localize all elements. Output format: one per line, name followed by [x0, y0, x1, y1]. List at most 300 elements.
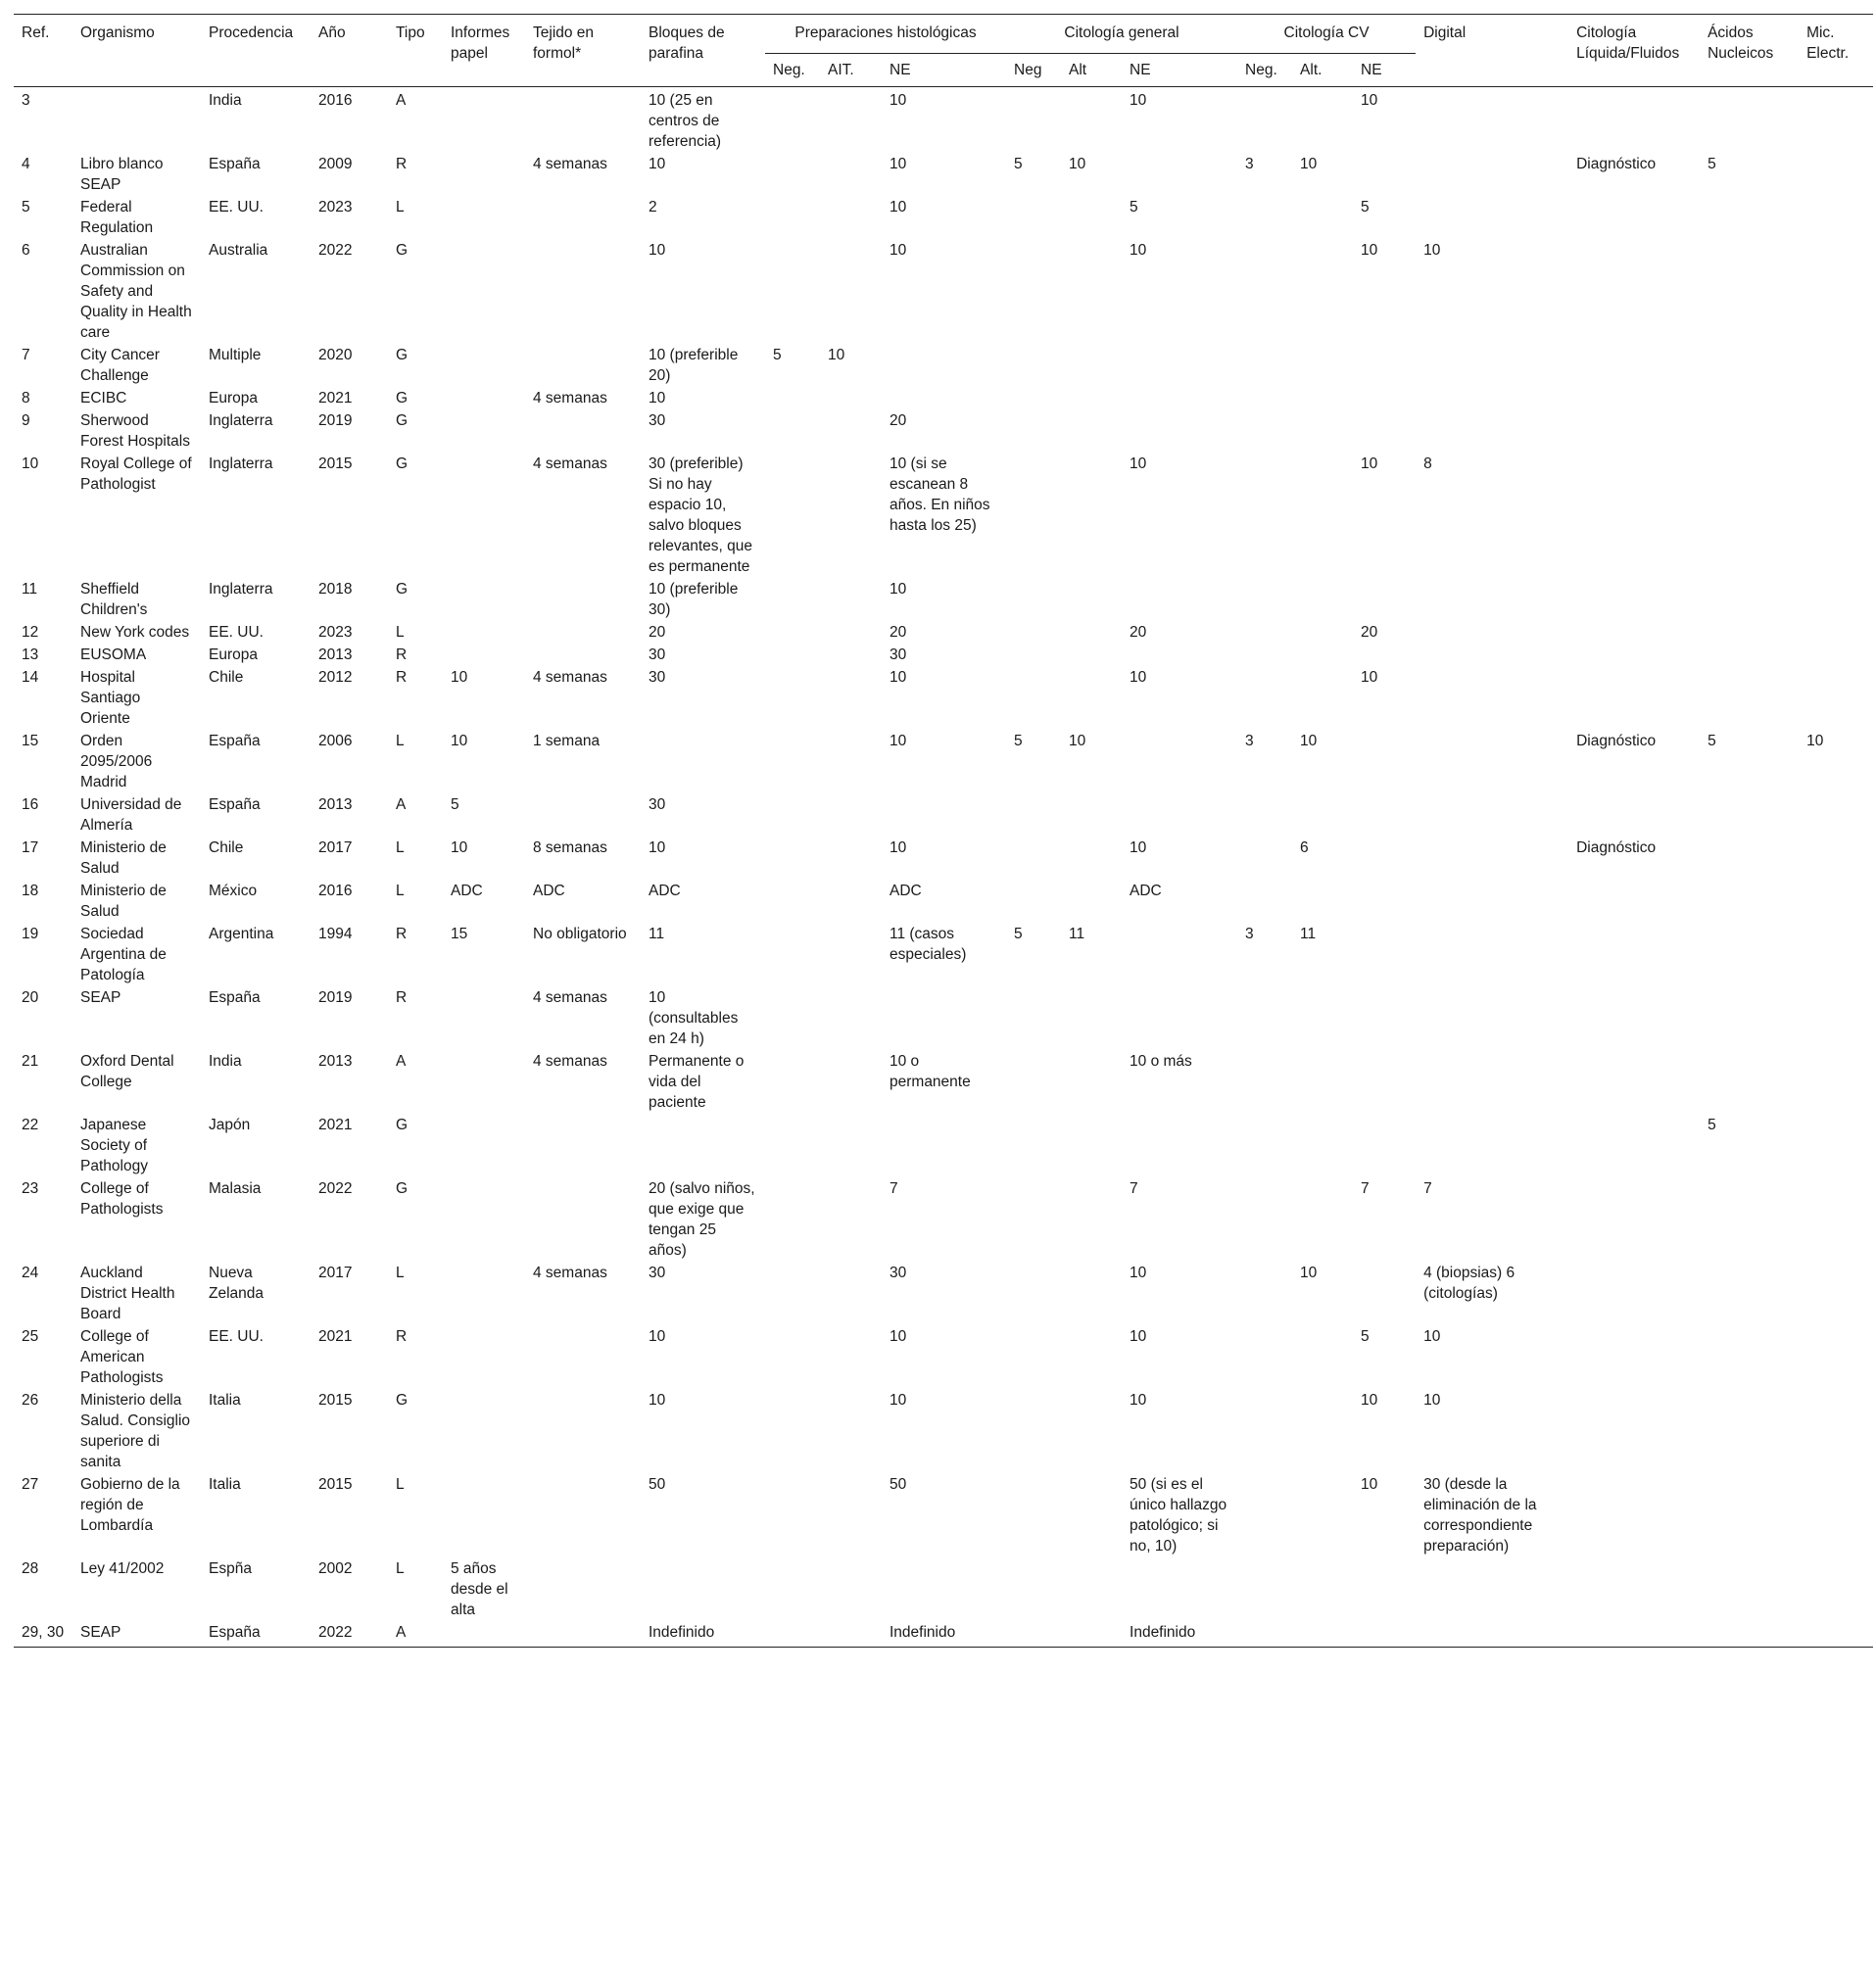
table-cell: Orden 2095/2006 Madrid: [80, 733, 153, 790]
table-cell: [525, 793, 641, 837]
table-cell: Ministerio de Salud: [80, 883, 167, 920]
table-cell: [1122, 923, 1237, 986]
table-cell: [765, 666, 820, 730]
table-cell: [1700, 1621, 1799, 1648]
table-row: [14, 453, 1873, 578]
table-cell: 10: [649, 1328, 666, 1345]
table-cell: [1700, 1389, 1799, 1473]
table-cell: [1237, 793, 1292, 837]
table-cell: [1416, 387, 1568, 409]
table-cell: 4 semanas: [533, 1265, 607, 1281]
table-cell: India: [209, 1053, 242, 1070]
table-cell: [641, 1114, 765, 1177]
table-cell: G: [396, 390, 409, 407]
table-cell: [820, 644, 882, 666]
table-cell: [1237, 1473, 1292, 1557]
table-cell: [1416, 666, 1568, 730]
table-cell: [1006, 793, 1061, 837]
retention-table: [14, 14, 1873, 1648]
table-row: [14, 196, 1873, 239]
table-cell: 2: [649, 199, 657, 215]
table-cell: [1568, 880, 1700, 923]
table-cell: [1700, 1473, 1799, 1557]
header-bloques-parafina: Bloques de parafina: [641, 15, 765, 87]
table-cell: [1237, 880, 1292, 923]
table-row: [14, 644, 1873, 666]
table-cell: [1700, 387, 1799, 409]
table-cell: [765, 621, 820, 644]
table-cell: [1006, 1621, 1061, 1648]
table-cell: [1237, 578, 1292, 621]
table-cell: G: [396, 1392, 409, 1409]
table-cell: [1568, 578, 1700, 621]
header-digital: Digital: [1416, 15, 1568, 87]
table-cell: EE. UU.: [209, 199, 264, 215]
table-cell: 5: [1708, 733, 1716, 749]
table-cell: [1237, 666, 1292, 730]
table-cell: 4 semanas: [533, 989, 607, 1006]
table-cell: 10: [890, 669, 907, 686]
table-cell: Inglaterra: [209, 581, 273, 598]
table-cell: Indefinido: [882, 1621, 1006, 1648]
table-cell: [1353, 1050, 1416, 1114]
table-cell: 10: [451, 733, 468, 749]
table-row: [14, 1473, 1873, 1557]
table-cell: G: [396, 455, 409, 472]
table-cell: [1292, 1621, 1353, 1648]
table-cell: [1122, 730, 1237, 793]
table-cell: 19: [22, 926, 39, 942]
table-cell: 50: [890, 1476, 907, 1493]
table-cell: [765, 1473, 820, 1557]
table-cell: ECIBC: [80, 390, 127, 407]
table-cell: [1292, 196, 1353, 239]
table-cell: 10: [1423, 242, 1441, 259]
table-cell: [1416, 793, 1568, 837]
table-cell: [1568, 196, 1700, 239]
table-cell: Oxford Dental College: [80, 1053, 174, 1090]
table-cell: [443, 1050, 525, 1114]
table-cell: 14: [22, 669, 39, 686]
table-cell: [1292, 1177, 1353, 1262]
table-cell: New York codes: [80, 624, 190, 641]
header-citologia-general: Citología general: [1006, 15, 1237, 54]
table-cell: 10 (preferible 20): [649, 347, 739, 384]
table-cell: 10: [22, 455, 39, 472]
table-cell: [1700, 1557, 1799, 1621]
subheader-cg-alt: Alt: [1061, 54, 1122, 87]
table-cell: 5: [1014, 926, 1023, 942]
table-cell: [1237, 1114, 1292, 1177]
table-cell: [1416, 923, 1568, 986]
table-cell: Multiple: [209, 347, 262, 363]
table-cell: [1416, 986, 1568, 1050]
table-cell: 3: [1245, 733, 1254, 749]
table-cell: [1416, 621, 1568, 644]
table-cell: 16: [22, 796, 39, 813]
table-cell: 12: [22, 624, 39, 641]
table-cell: [1700, 793, 1799, 837]
table-cell: 10: [1130, 1265, 1147, 1281]
table-row: [14, 1557, 1873, 1621]
table-cell: [443, 1114, 525, 1177]
table-cell: [820, 986, 882, 1050]
table-cell: [820, 87, 882, 154]
table-cell: 3: [1245, 156, 1254, 172]
table-cell: 30: [890, 646, 907, 663]
table-row: [14, 837, 1873, 880]
table-cell: 5: [22, 199, 30, 215]
table-cell: Gobierno de la región de Lombardía: [80, 1476, 180, 1534]
table-cell: [1353, 153, 1416, 196]
table-cell: [820, 1389, 882, 1473]
table-cell: 7: [1423, 1180, 1432, 1197]
table-cell: 2016: [318, 883, 353, 899]
table-cell: 2021: [318, 1328, 353, 1345]
table-cell: [1353, 880, 1416, 923]
table-cell: [820, 1114, 882, 1177]
table-cell: 11: [1300, 926, 1317, 942]
table-cell: Royal College of Pathologist: [80, 455, 192, 493]
table-cell: [525, 87, 641, 154]
table-cell: [1700, 986, 1799, 1050]
table-cell: España: [209, 156, 261, 172]
table-cell: [1799, 1621, 1873, 1648]
table-cell: [1353, 387, 1416, 409]
table-cell: 10: [890, 92, 907, 109]
table-cell: 28: [22, 1560, 39, 1577]
table-cell: ADC: [1130, 883, 1162, 899]
table-cell: [525, 644, 641, 666]
table-cell: [1799, 409, 1873, 453]
table-cell: 2015: [318, 1392, 353, 1409]
table-cell: 2022: [318, 242, 353, 259]
table-cell: [820, 1557, 882, 1621]
table-cell: 10: [890, 581, 907, 598]
subheader-cg-ne: NE: [1122, 54, 1237, 87]
table-cell: [525, 1557, 641, 1621]
table-cell: 2019: [318, 412, 353, 429]
table-cell: Malasia: [209, 1180, 262, 1197]
table-cell: [1237, 1621, 1292, 1648]
table-cell: [1061, 1050, 1122, 1114]
table-cell: [1237, 644, 1292, 666]
table-cell: [1061, 1114, 1122, 1177]
table-cell: SEAP: [72, 1621, 201, 1648]
table-cell: [1416, 153, 1568, 196]
table-cell: [1353, 986, 1416, 1050]
table-cell: [1061, 1389, 1122, 1473]
table-cell: A: [388, 1621, 443, 1648]
table-cell: [1568, 87, 1700, 154]
table-cell: [1700, 837, 1799, 880]
table-cell: 4 semanas: [533, 1053, 607, 1070]
table-cell: [1799, 1050, 1873, 1114]
table-cell: 4 semanas: [533, 669, 607, 686]
table-cell: Japón: [209, 1117, 251, 1133]
table-cell: [1568, 923, 1700, 986]
table-cell: [1799, 923, 1873, 986]
table-cell: [882, 387, 1006, 409]
table-cell: [1799, 793, 1873, 837]
table-cell: España: [209, 989, 261, 1006]
table-cell: 1 semana: [533, 733, 601, 749]
table-row: [14, 1050, 1873, 1114]
table-cell: A: [396, 92, 407, 109]
table-cell: 15: [451, 926, 468, 942]
table-cell: [443, 409, 525, 453]
table-row: [14, 387, 1873, 409]
table-row: [14, 578, 1873, 621]
table-cell: [1700, 621, 1799, 644]
table-cell: [1061, 1325, 1122, 1389]
table-cell: [443, 1389, 525, 1473]
header-anio: Año: [311, 15, 388, 87]
table-cell: [1700, 87, 1799, 154]
table-cell: [1568, 666, 1700, 730]
table-cell: [1353, 409, 1416, 453]
table-cell: 2002: [318, 1560, 353, 1577]
table-cell: Ministerio de Salud: [80, 839, 167, 877]
table-cell: España: [209, 733, 261, 749]
table-row: [14, 1325, 1873, 1389]
table-row: [14, 1177, 1873, 1262]
table-cell: College of Pathologists: [80, 1180, 164, 1218]
table-cell: España: [201, 1621, 311, 1648]
table-cell: [1061, 1557, 1122, 1621]
table-cell: L: [396, 1560, 405, 1577]
table-row: [14, 87, 1873, 154]
table-cell: [1568, 1114, 1700, 1177]
table-cell: A: [396, 796, 407, 813]
table-cell: 18: [22, 883, 39, 899]
table-cell: [1799, 666, 1873, 730]
table-cell: [1237, 344, 1292, 387]
table-cell: [443, 239, 525, 344]
table-cell: [525, 1389, 641, 1473]
header-informes-papel: Informes papel: [443, 15, 525, 87]
table-cell: [765, 1262, 820, 1325]
table-cell: [1237, 196, 1292, 239]
table-cell: México: [209, 883, 258, 899]
table-cell: 13: [22, 646, 39, 663]
table-cell: [1122, 578, 1237, 621]
table-cell: 5: [451, 796, 459, 813]
table-cell: 10: [1361, 1476, 1378, 1493]
table-cell: [1006, 986, 1061, 1050]
table-cell: [1353, 578, 1416, 621]
table-cell: España: [209, 796, 261, 813]
table-cell: 30 (preferible) Si no hay espacio 10, salvo bloques relevantes, que es permanente: [649, 455, 752, 575]
table-cell: [1416, 644, 1568, 666]
table-cell: [1568, 1177, 1700, 1262]
table-cell: [1006, 387, 1061, 409]
table-cell: [1122, 1114, 1237, 1177]
table-cell: [1061, 409, 1122, 453]
table-cell: Argentina: [209, 926, 274, 942]
table-cell: Inglaterra: [209, 412, 273, 429]
table-cell: Sherwood Forest Hospitals: [80, 412, 190, 450]
table-cell: [820, 730, 882, 793]
table-row: [14, 666, 1873, 730]
table-cell: A: [396, 1053, 407, 1070]
table-cell: 8: [1423, 455, 1432, 472]
table-cell: 10: [1361, 92, 1378, 109]
table-cell: [820, 1262, 882, 1325]
table-cell: [765, 1177, 820, 1262]
table-cell: [1006, 644, 1061, 666]
table-cell: [820, 880, 882, 923]
table-cell: 5: [1708, 156, 1716, 172]
table-cell: L: [396, 624, 405, 641]
table-row: [14, 1114, 1873, 1177]
table-cell: [1700, 666, 1799, 730]
table-cell: 29, 30: [14, 1621, 72, 1648]
header-row: [14, 15, 1873, 54]
table-cell: L: [396, 199, 405, 215]
table-cell: [1237, 87, 1292, 154]
table-cell: [1006, 409, 1061, 453]
table-cell: [1006, 1473, 1061, 1557]
table-cell: Diagnóstico: [1576, 156, 1657, 172]
table-cell: [1700, 880, 1799, 923]
table-cell: 10: [1300, 156, 1318, 172]
table-cell: [1292, 1114, 1353, 1177]
table-cell: 30: [649, 1265, 666, 1281]
table-cell: 10: [1130, 669, 1147, 686]
table-cell: College of American Pathologists: [80, 1328, 164, 1386]
table-cell: [1061, 1262, 1122, 1325]
table-cell: 24: [22, 1265, 39, 1281]
table-cell: [765, 239, 820, 344]
table-cell: [1416, 196, 1568, 239]
table-cell: [525, 621, 641, 644]
table-cell: [1061, 1621, 1122, 1648]
table-cell: 4 semanas: [533, 156, 607, 172]
table-cell: [1799, 621, 1873, 644]
table-cell: [765, 409, 820, 453]
subheader-cv-ne: NE: [1353, 54, 1416, 87]
table-cell: 10: [890, 199, 907, 215]
table-cell: 10: [1130, 455, 1147, 472]
table-cell: 10: [649, 390, 666, 407]
table-cell: [443, 1177, 525, 1262]
table-cell: [1292, 387, 1353, 409]
table-row: [14, 986, 1873, 1050]
table-cell: [443, 453, 525, 578]
table-cell: Nueva Zelanda: [209, 1265, 265, 1302]
table-cell: 10: [1300, 733, 1318, 749]
table-cell: [1122, 344, 1237, 387]
table-cell: 10: [1423, 1328, 1441, 1345]
table-cell: [1006, 1325, 1061, 1389]
table-cell: [1353, 1557, 1416, 1621]
table-cell: [1292, 986, 1353, 1050]
table-cell: [1006, 239, 1061, 344]
table-cell: 6: [1300, 839, 1309, 856]
table-cell: [1700, 923, 1799, 986]
table-cell: [765, 1621, 820, 1648]
table-cell: 11: [1069, 926, 1085, 942]
table-cell: G: [396, 412, 409, 429]
table-cell: [820, 666, 882, 730]
table-cell: Australian Commission on Safety and Quality in Health care: [80, 242, 192, 341]
table-cell: [1061, 644, 1122, 666]
table-cell: [1353, 644, 1416, 666]
table-cell: [1061, 453, 1122, 578]
table-cell: [1568, 1557, 1700, 1621]
table-cell: [820, 1050, 882, 1114]
table-cell: 10: [890, 1328, 907, 1345]
table-cell: Universidad de Almería: [80, 796, 182, 834]
header-preparaciones-histologicas: Preparaciones histológicas: [765, 15, 1006, 54]
table-cell: [1700, 1262, 1799, 1325]
table-cell: [641, 730, 765, 793]
table-cell: 9: [22, 412, 30, 429]
table-cell: 2019: [318, 989, 353, 1006]
table-cell: 17: [22, 839, 39, 856]
table-row: [14, 880, 1873, 923]
table-cell: Federal Regulation: [80, 199, 154, 236]
table-cell: [525, 196, 641, 239]
table-cell: [1799, 644, 1873, 666]
table-row: [14, 344, 1873, 387]
table-cell: [1799, 1325, 1873, 1389]
table-cell: [1700, 1050, 1799, 1114]
table-cell: [1353, 1262, 1416, 1325]
table-cell: [1416, 1557, 1568, 1621]
table-cell: L: [396, 839, 405, 856]
table-cell: [1061, 793, 1122, 837]
table-cell: 5: [773, 347, 782, 363]
table-row: [14, 621, 1873, 644]
table-cell: G: [396, 242, 409, 259]
table-cell: 11: [649, 926, 665, 942]
table-cell: [1061, 837, 1122, 880]
table-cell: [1353, 1114, 1416, 1177]
table-cell: 10: [1130, 1328, 1147, 1345]
table-row: [14, 923, 1873, 986]
table-cell: SEAP: [80, 989, 121, 1006]
table-cell: 5: [1361, 1328, 1370, 1345]
table-cell: 2013: [318, 796, 353, 813]
table-cell: [765, 578, 820, 621]
table-cell: 2021: [318, 1117, 353, 1133]
table-cell: 4 (biopsias) 6 (citologías): [1423, 1265, 1515, 1302]
header-citologia-liquida: Citología Líquida/Fluidos: [1568, 15, 1700, 87]
table-cell: [1799, 239, 1873, 344]
subheader-cv-neg: Neg.: [1237, 54, 1292, 87]
table-cell: 3: [22, 92, 30, 109]
table-cell: 10: [1361, 455, 1378, 472]
table-cell: 20: [890, 624, 907, 641]
table-cell: 20 (salvo niños, que exige que tengan 25 años): [649, 1180, 755, 1259]
table-cell: 10 o más: [1130, 1053, 1192, 1070]
table-cell: 20: [1361, 624, 1378, 641]
table-cell: EE. UU.: [209, 1328, 264, 1345]
subheader-cv-alt: Alt.: [1292, 54, 1353, 87]
table-row: [14, 1389, 1873, 1473]
table-cell: 25: [22, 1328, 39, 1345]
table-cell: [443, 986, 525, 1050]
table-cell: [1799, 87, 1873, 154]
table-cell: [1353, 837, 1416, 880]
table-cell: [1006, 87, 1061, 154]
table-cell: 2021: [318, 390, 353, 407]
table-cell: [1237, 239, 1292, 344]
table-cell: 20: [22, 989, 39, 1006]
table-cell: [1568, 644, 1700, 666]
